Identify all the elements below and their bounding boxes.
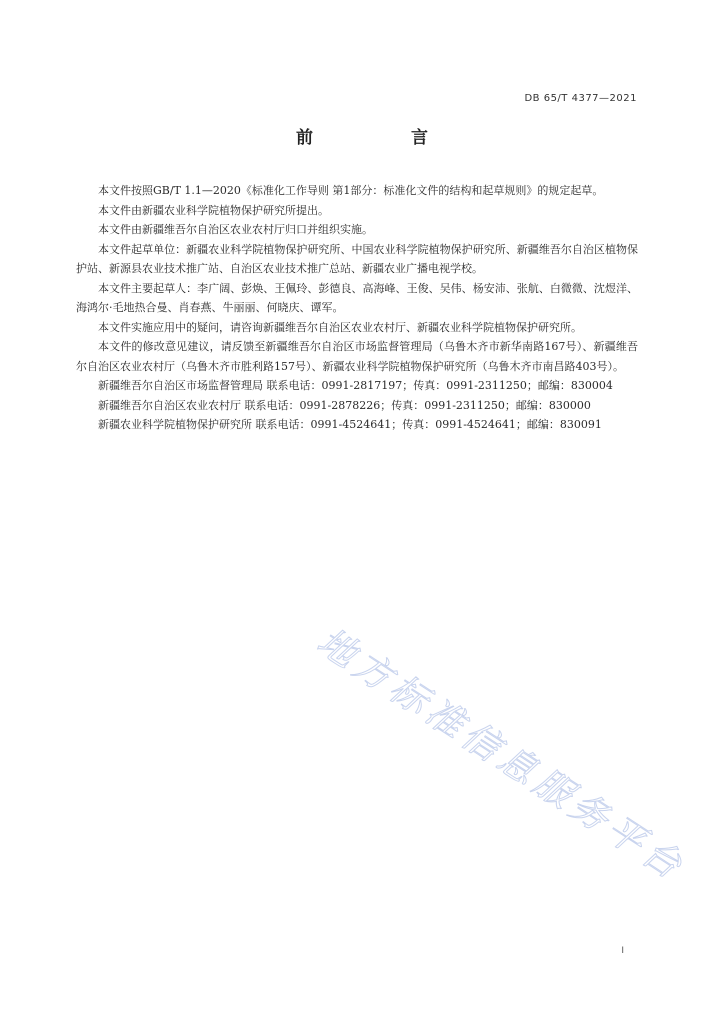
paragraph-proposer: 本文件由新疆农业科学院植物保护研究所提出。	[98, 203, 329, 217]
contact-line: 新疆维吾尔自治区农业农村厅 联系电话：0991-2878226；传真：0991-2311250；邮编：830000	[98, 398, 591, 412]
contact-line: 新疆农业科学院植物保护研究所 联系电话：0991-4524641；传真：0991-4524641；邮编：830091	[98, 418, 602, 431]
document-code: DB 65/T 4377—2021	[524, 93, 637, 104]
paragraph-drafting-rules: 本文件按照GB/T 1.1—2020《标准化工作导则 第1部分：标准化文件的结构和起草规则》的规定起草。	[98, 184, 604, 197]
page-title: 前 言	[296, 128, 474, 148]
foreword-body	[76, 181, 638, 435]
paragraph-administrator: 本文件由新疆维吾尔自治区农业农村厅归口并组织实施。	[98, 223, 373, 236]
contact-list	[76, 376, 638, 435]
watermark: 地方标准信息服务平台	[309, 619, 694, 890]
paragraph-inquiries: 本文件实施应用中的疑问，请咨询新疆维吾尔自治区农业农村厅、新疆农业科学院植物保护研究所。	[98, 320, 582, 334]
paragraph-drafting-units: 本文件起草单位：新疆农业科学院植物保护研究所、中国农业科学院植物保护研究所、新疆维吾尔自治区植物保护站、新源县农业技术推广站、自治区农业技术推广总站、新疆农业广播电视学校。	[76, 242, 638, 275]
paragraph-feedback: 本文件的修改意见建议，请反馈至新疆维吾尔自治区市场监督管理局（乌鲁木齐市新华南路167号）、新疆维吾尔自治区农业农村厅（乌鲁木齐市胜利路157号）、新疆农业科学院植物保护研究所（乌鲁木齐市南昌路403号）。	[76, 340, 638, 373]
page-number: I	[621, 946, 624, 956]
contact-line: 新疆维吾尔自治区市场监督管理局 联系电话：0991-2817197；传真：0991-2311250；邮编：830004	[98, 379, 613, 392]
paragraph-drafters: 本文件主要起草人：李广阔、彭焕、王佩玲、彭德良、高海峰、王俊、吴伟、杨安沛、张航、白微微、沈煜洋、海鸿尔·毛地热合曼、肖春燕、牛丽丽、何晓庆、谭军。	[76, 281, 638, 314]
